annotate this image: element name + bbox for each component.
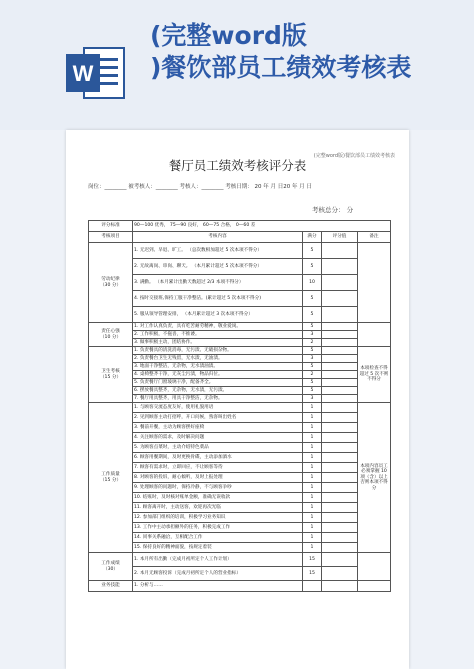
row-content: 8. 对顾客的投诉，耐心倾听，及时上报处理 bbox=[133, 473, 303, 483]
row-content: 1. 本月所有出勤（完成月初所定个人工作计划） bbox=[133, 553, 303, 567]
section-hygiene: 卫生考核 （15 分） bbox=[89, 347, 133, 403]
remark-cell bbox=[358, 553, 391, 581]
row-full-score: 1 bbox=[303, 523, 322, 533]
row-full-score: 1 bbox=[303, 413, 322, 423]
row-full-score: 1 bbox=[303, 473, 322, 483]
row-score-cell[interactable] bbox=[322, 307, 358, 323]
row-full-score: 1 bbox=[303, 423, 322, 433]
row-content: 6. 顾客用餐期间，及时更换骨碟，主动添加酒水 bbox=[133, 453, 303, 463]
row-score-cell[interactable] bbox=[322, 379, 358, 387]
row-score-cell[interactable] bbox=[322, 413, 358, 423]
row-full-score: 1 bbox=[303, 533, 322, 543]
row-full-score: 3 bbox=[303, 355, 322, 363]
row-content: 1. 无迟到、早退、旷工。 （总次数相加超过 5 次本项不得分） bbox=[133, 243, 303, 259]
row-score-cell[interactable] bbox=[322, 463, 358, 473]
header-content: 考核内容 bbox=[133, 232, 303, 243]
row-full-score: 2 bbox=[303, 339, 322, 347]
row-score-cell[interactable] bbox=[322, 581, 358, 592]
section-quality: 工作质量 （15 分） bbox=[89, 403, 133, 553]
row-score-cell[interactable] bbox=[322, 433, 358, 443]
row-score-cell[interactable] bbox=[322, 473, 358, 483]
row-score-cell[interactable] bbox=[322, 543, 358, 553]
evaluation-table bbox=[88, 220, 391, 592]
row-full-score: 5 bbox=[303, 243, 322, 259]
table-row bbox=[89, 523, 391, 533]
document-page bbox=[66, 130, 409, 669]
word-logo-icon bbox=[62, 40, 128, 106]
table-row bbox=[89, 395, 391, 403]
table-row bbox=[89, 543, 391, 553]
row-score-cell[interactable] bbox=[322, 567, 358, 581]
table-row bbox=[89, 307, 391, 323]
banner-title-line2: )餐饮部员工绩效考核表 bbox=[150, 53, 412, 82]
row-content: 1. 与顾客交流态度友好，使用礼貌用语 bbox=[133, 403, 303, 413]
row-content: 1. 分析与…… bbox=[133, 581, 303, 592]
table-row bbox=[89, 473, 391, 483]
table-row bbox=[89, 493, 391, 503]
table-row bbox=[89, 413, 391, 423]
row-content: 3. 地面干净整洁，无杂物，无水渍油渍。 bbox=[133, 363, 303, 371]
row-score-cell[interactable] bbox=[322, 395, 358, 403]
form-fields-line: 岗位：________ 被考核人：________ 考核人：________ 考核日期： 20 年 月 日20 年 月 日 bbox=[88, 184, 312, 190]
row-content: 1. 对工作认真负责，具有吃苦耐劳精神，敬业爱岗。 bbox=[133, 323, 303, 331]
table-row bbox=[89, 291, 391, 307]
header-row bbox=[89, 232, 391, 243]
row-score-cell[interactable] bbox=[322, 483, 358, 493]
row-content: 15. 保持良好的精神面貌，按规定着装 bbox=[133, 543, 303, 553]
row-content: 4. 桌椅整齐干净，无灰尘污渍，物品归位。 bbox=[133, 371, 303, 379]
row-full-score: 5 bbox=[303, 379, 322, 387]
remark-quality: 本项内容员工必须掌握 10 项（含）以上否则本项不得分 bbox=[358, 403, 391, 553]
row-content: 9. 处理顾客的问题时，保持冷静，不与顾客争吵 bbox=[133, 483, 303, 493]
table-row bbox=[89, 259, 391, 275]
scale-label: 评分标准 bbox=[89, 221, 133, 232]
scale-text: 90—100 优秀， 75—90 良好， 60—75 合格， 0—60 差 bbox=[133, 221, 391, 232]
table-row bbox=[89, 275, 391, 291]
remark-cell bbox=[358, 243, 391, 323]
row-content: 4. 按时交接班,保持工服干净整洁。(累计超过 5 次本项不得分) bbox=[133, 291, 303, 307]
row-full-score: 5 bbox=[303, 347, 322, 355]
row-score-cell[interactable] bbox=[322, 323, 358, 331]
table-row bbox=[89, 581, 391, 592]
table-row bbox=[89, 453, 391, 463]
row-content: 5. 为顾客点菜时，主动介绍特色菜品 bbox=[133, 443, 303, 453]
table-row bbox=[89, 363, 391, 371]
row-score-cell[interactable] bbox=[322, 331, 358, 339]
row-score-cell[interactable] bbox=[322, 443, 358, 453]
row-score-cell[interactable] bbox=[322, 243, 358, 259]
remark-cell bbox=[358, 581, 391, 592]
row-content: 7. 顾客有需求时，立即回应，不让顾客等待 bbox=[133, 463, 303, 473]
table-row bbox=[89, 567, 391, 581]
row-content: 5. 负责餐厅门窗玻璃干净，配备齐全。 bbox=[133, 379, 303, 387]
table-row bbox=[89, 463, 391, 473]
row-full-score bbox=[303, 581, 322, 592]
banner bbox=[0, 0, 474, 130]
row-score-cell[interactable] bbox=[322, 291, 358, 307]
row-content: 14. 同事关系融洽，互相配合工作 bbox=[133, 533, 303, 543]
table-row bbox=[89, 503, 391, 513]
row-full-score: 5 bbox=[303, 387, 322, 395]
table-row bbox=[89, 423, 391, 433]
table-row bbox=[89, 387, 391, 395]
row-content: 13. 工作中主动承担额外的任务，积极完成工作 bbox=[133, 523, 303, 533]
header-remark: 备注 bbox=[358, 232, 391, 243]
row-score-cell[interactable] bbox=[322, 523, 358, 533]
row-score-cell[interactable] bbox=[322, 493, 358, 503]
row-full-score: 3 bbox=[303, 331, 322, 339]
row-score-cell[interactable] bbox=[322, 403, 358, 413]
row-full-score: 1 bbox=[303, 403, 322, 413]
row-score-cell[interactable] bbox=[322, 371, 358, 379]
row-content: 10. 结账时，及时核对账单金额，准确无误收款 bbox=[133, 493, 303, 503]
table-row bbox=[89, 355, 391, 363]
row-content: 3. 满勤。 （本月累计出勤天数超过 2/3 本项不得分） bbox=[133, 275, 303, 291]
svg-text:W: W bbox=[72, 61, 94, 86]
row-content: 7. 餐厅用具整齐，用具干净整洁，无杂物。 bbox=[133, 395, 303, 403]
remark-hygiene: 本项检查不得超过 5 次不则不得分 bbox=[358, 347, 391, 403]
total-score: 考核总分： 分 bbox=[312, 206, 354, 214]
table-row bbox=[89, 403, 391, 413]
row-content: 4. 关注顾客的需求，及时解决问题 bbox=[133, 433, 303, 443]
row-full-score: 5 bbox=[303, 323, 322, 331]
table-row bbox=[89, 553, 391, 567]
row-content: 3. 餐前开餐，主动为顾客摆好座椅 bbox=[133, 423, 303, 433]
row-full-score: 1 bbox=[303, 463, 322, 473]
row-score-cell[interactable] bbox=[322, 275, 358, 291]
header-item: 考核项目 bbox=[89, 232, 133, 243]
row-content: 2. 见到顾客主动打招呼，开口问候，熟客叫出姓名 bbox=[133, 413, 303, 423]
row-score-cell[interactable] bbox=[322, 259, 358, 275]
row-full-score: 1 bbox=[303, 453, 322, 463]
row-score-cell[interactable] bbox=[322, 503, 358, 513]
row-content: 5. 服从领导管理安排， （本月累计超过 3 次本项不得分） bbox=[133, 307, 303, 323]
row-content: 2. 工作积极，不拖沓，不推诿。 bbox=[133, 331, 303, 339]
row-content: 2. 无故离岗、串岗、聊天。 （本月累计超过 5 次本项不得分） bbox=[133, 259, 303, 275]
banner-title-line1: (完整word版 bbox=[150, 21, 307, 50]
section-responsibility: 责任心强 （10 分） bbox=[89, 323, 133, 347]
table-row bbox=[89, 323, 391, 331]
row-score-cell[interactable] bbox=[322, 423, 358, 433]
table-row bbox=[89, 331, 391, 339]
table-row bbox=[89, 339, 391, 347]
table-row bbox=[89, 243, 391, 259]
row-full-score: 1 bbox=[303, 493, 322, 503]
row-content: 2. 负责餐台卫生无残留，无水渍，无油渍。 bbox=[133, 355, 303, 363]
row-score-cell[interactable] bbox=[322, 453, 358, 463]
remark-cell bbox=[358, 323, 391, 347]
table-row bbox=[89, 483, 391, 493]
table-row bbox=[89, 371, 391, 379]
row-full-score: 1 bbox=[303, 503, 322, 513]
table-row bbox=[89, 433, 391, 443]
row-score-cell[interactable] bbox=[322, 387, 358, 395]
table-row bbox=[89, 379, 391, 387]
table-row bbox=[89, 443, 391, 453]
row-full-score: 1 bbox=[303, 513, 322, 523]
row-full-score: 1 bbox=[303, 543, 322, 553]
row-content: 6. 摆放餐具整齐，无杂物，无水渍，无污渍。 bbox=[133, 387, 303, 395]
row-full-score: 15 bbox=[303, 553, 322, 567]
row-content: 2. 本月无顾客投诉（完成月初所定个人的营业指标） bbox=[133, 567, 303, 581]
section-skills: 业务技能 bbox=[89, 581, 133, 592]
row-score-cell[interactable] bbox=[322, 347, 358, 355]
row-score-cell[interactable] bbox=[322, 513, 358, 523]
row-full-score: 1 bbox=[303, 433, 322, 443]
table-row bbox=[89, 513, 391, 523]
scale-row bbox=[89, 221, 391, 232]
row-full-score: 1 bbox=[303, 483, 322, 493]
row-full-score: 3 bbox=[303, 395, 322, 403]
row-full-score: 10 bbox=[303, 275, 322, 291]
section-performance: 工作成绩 （30） bbox=[89, 553, 133, 581]
row-score-cell[interactable] bbox=[322, 363, 358, 371]
row-content: 12. 参加部门组织的培训，积极学习业务知识 bbox=[133, 513, 303, 523]
row-score-cell[interactable] bbox=[322, 355, 358, 363]
banner-title bbox=[150, 20, 470, 84]
row-full-score: 5 bbox=[303, 363, 322, 371]
row-content: 1. 负责餐具的清洗消毒，无污渍、无破损杂物。 bbox=[133, 347, 303, 355]
header-full-score: 满分 bbox=[303, 232, 322, 243]
row-content: 3. 做事积极主动，团结协作。 bbox=[133, 339, 303, 347]
row-score-cell[interactable] bbox=[322, 533, 358, 543]
header-note: (完整word版)餐饮部员工绩效考核表 bbox=[313, 153, 395, 159]
header-score: 评分值 bbox=[322, 232, 358, 243]
row-full-score: 5 bbox=[303, 259, 322, 275]
row-score-cell[interactable] bbox=[322, 553, 358, 567]
document-title: 餐厅员工绩效考核评分表 bbox=[168, 158, 307, 173]
table-row bbox=[89, 533, 391, 543]
row-full-score: 2 bbox=[303, 371, 322, 379]
row-full-score: 5 bbox=[303, 291, 322, 307]
table-row bbox=[89, 347, 391, 355]
row-content: 11. 顾客离开时，主动送客，欢迎再次光临 bbox=[133, 503, 303, 513]
row-full-score: 15 bbox=[303, 567, 322, 581]
section-discipline: 劳动纪律 （30 分） bbox=[89, 243, 133, 323]
row-full-score: 5 bbox=[303, 307, 322, 323]
row-score-cell[interactable] bbox=[322, 339, 358, 347]
row-full-score: 1 bbox=[303, 443, 322, 453]
